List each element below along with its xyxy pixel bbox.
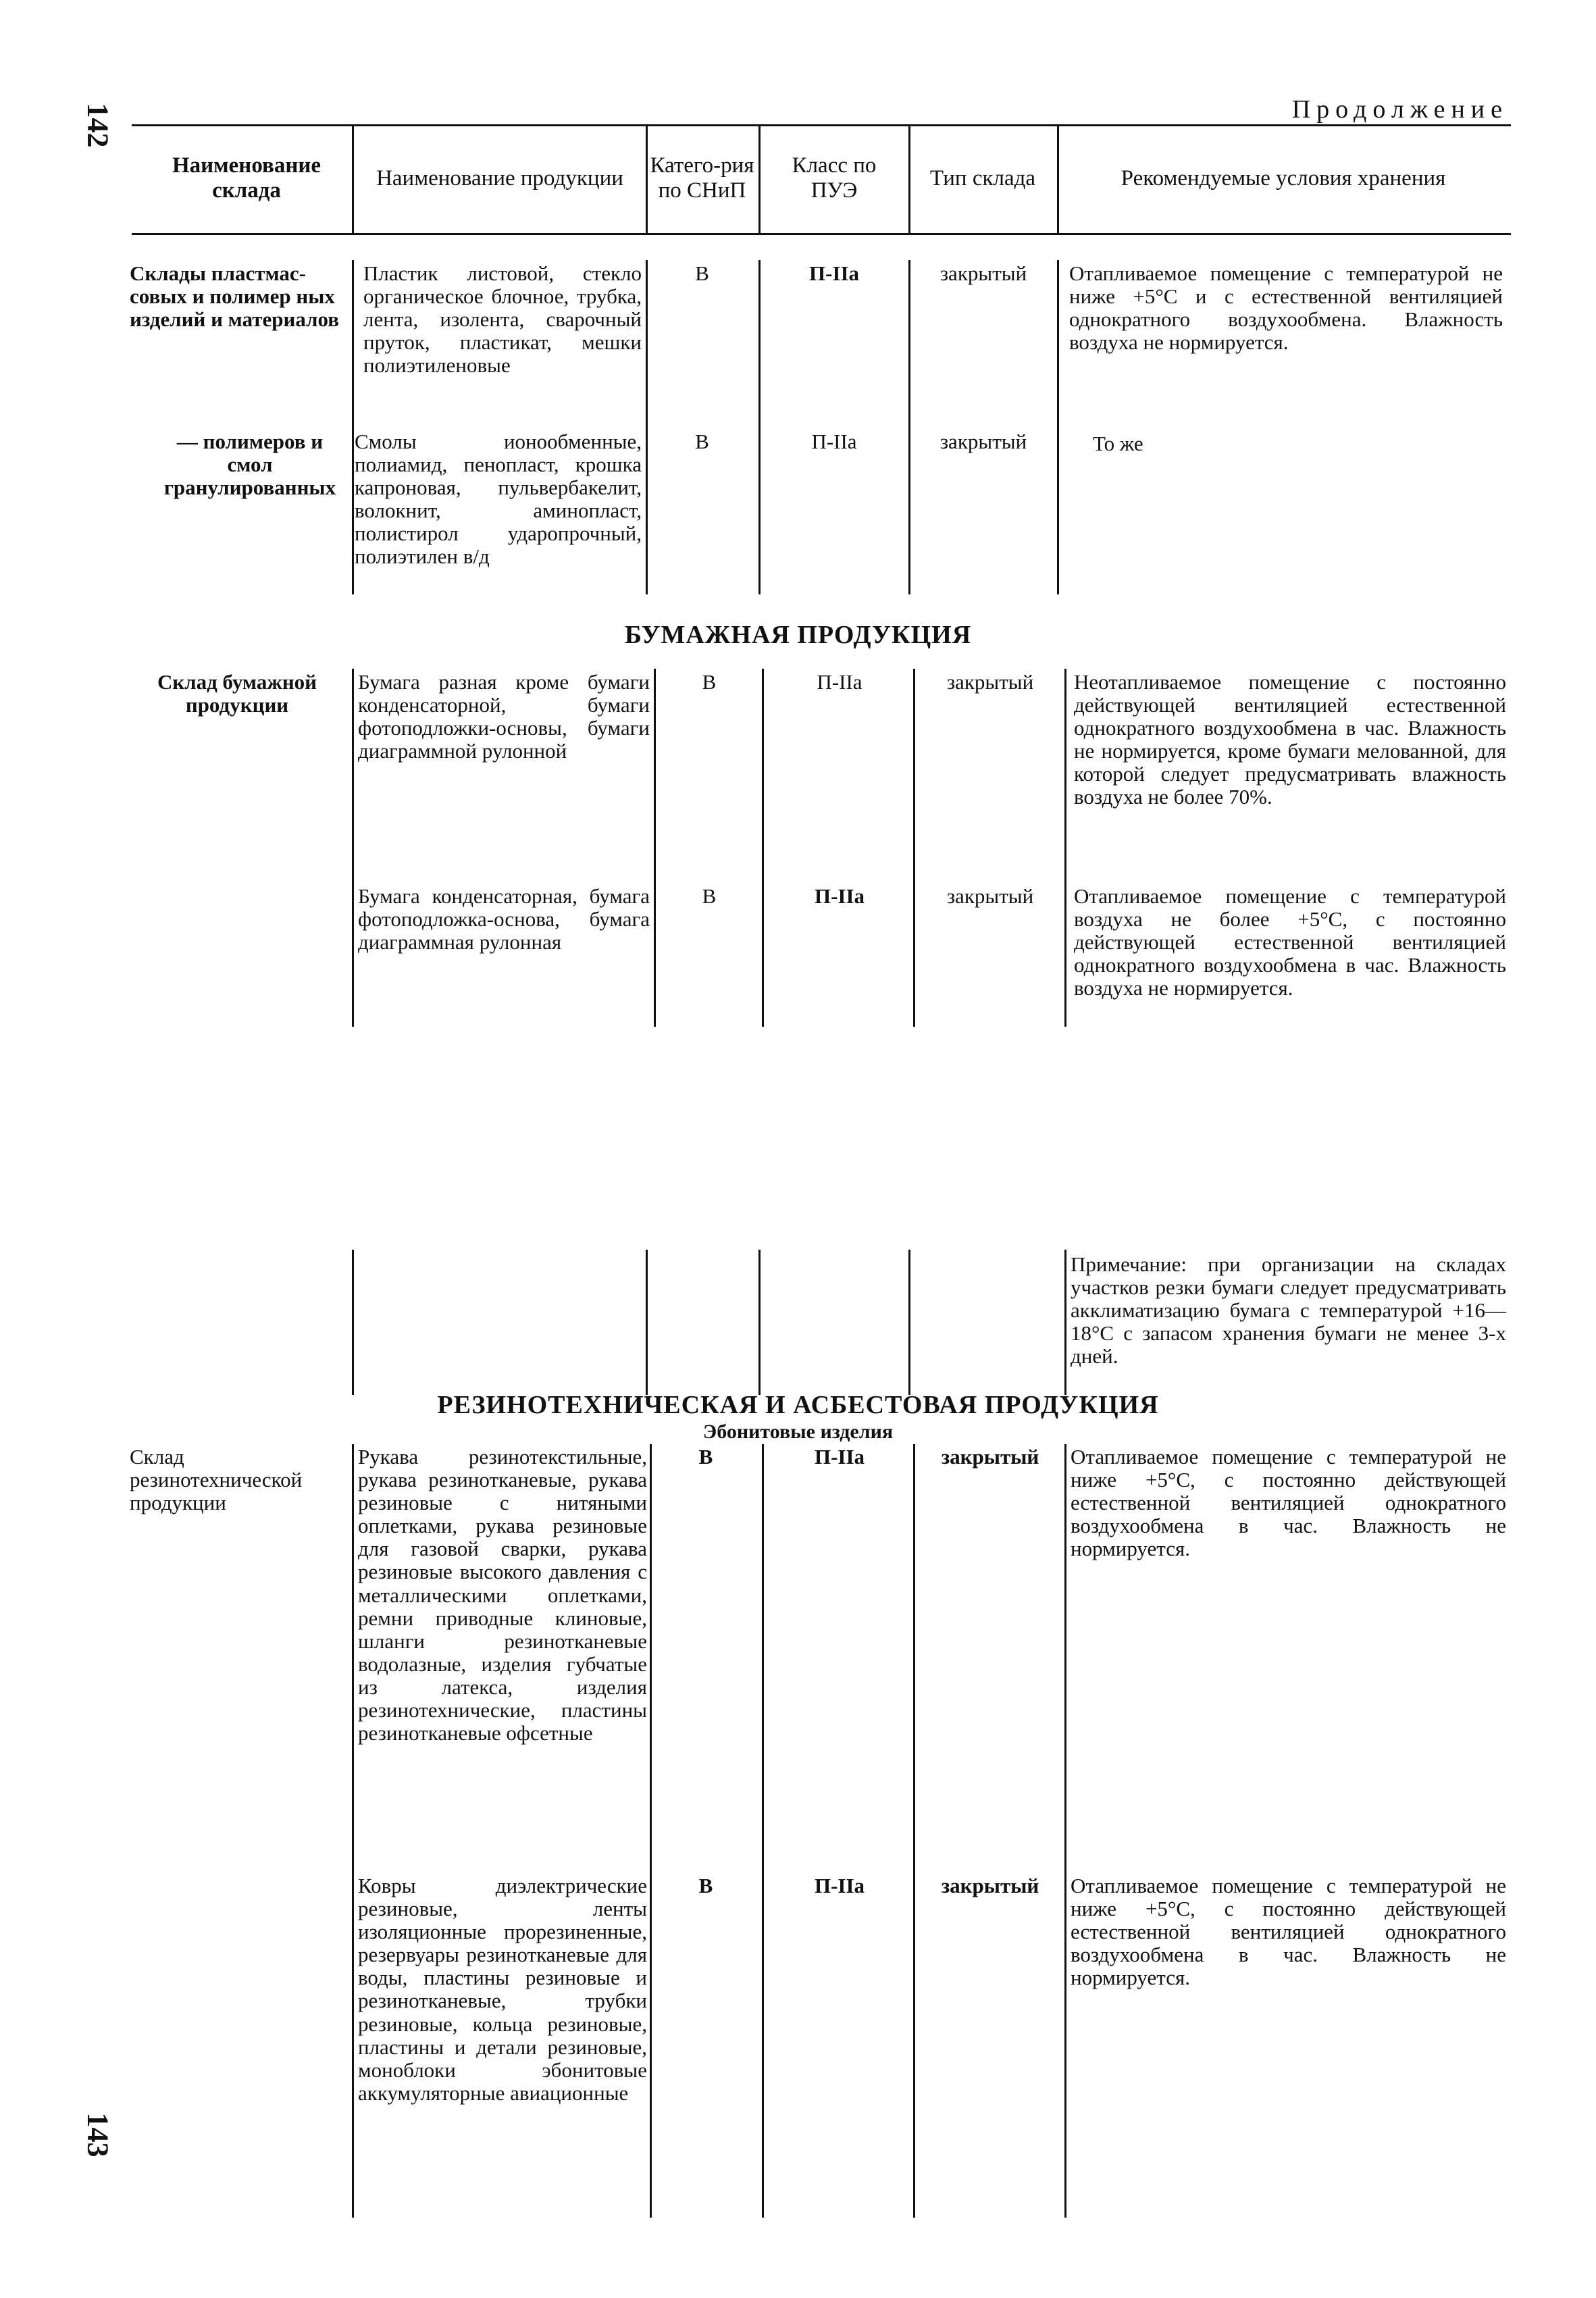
column-divider <box>913 669 915 1027</box>
header-divider <box>758 126 761 234</box>
conditions-cell: Отапливаемое помещение с температурой воздуха не более +5°С, с постоянно действующей естественной вентиляцией однократного воздухообмена в час. Влажность воздуха не нормируется. <box>1074 884 1506 1000</box>
type-cell: закрытый <box>946 884 1034 908</box>
conditions-cell: Неотапливаемое помещение с постоянно действующей вентиляцией естественной однократного воздухообмена в час. Влажность не нормируется, кроме бумаги мелованной, для которой следует предусматривать влажность воздуха не более 70%. <box>1074 670 1506 809</box>
column-divider <box>1064 1250 1066 1395</box>
class-cell: П-IIа <box>814 884 865 908</box>
category-cell: В <box>695 430 709 453</box>
conditions-cell: Отапливаемое помещение с температурой не ниже +5°С, с постоянно действующей естественной вентиляцией однократного воздухообмена в час. Влажность не нормируется. <box>1071 1874 1506 1990</box>
section-title-rubber: РЕЗИНОТЕХНИЧЕСКАЯ И АСБЕСТОВАЯ ПРОДУКЦИЯ <box>437 1391 1159 1419</box>
class-cell: П-IIа <box>814 1874 865 1897</box>
column-divider <box>1057 260 1059 594</box>
subsection-title-ebonite: Эбонитовые изделия <box>702 1421 894 1443</box>
header-warehouse-name: Наименование склада <box>172 153 321 203</box>
product-cell: Бумага конденсаторная, бумага фотоподложка-основа, бумага диаграммная рулонная <box>358 884 650 954</box>
column-divider <box>1064 1444 1066 2218</box>
conditions-cell: Отапливаемое помещение с температурой не ниже +5°С, с постоянно действующей естественной вентиляцией однократного воздухообмена в час. Влажность не нормируется. <box>1071 1445 1506 1561</box>
product-cell: Бумага разная кроме бумаги конденсаторной, бумаги фотоподложки-основы, бумаги диаграммной рулонной <box>358 670 650 763</box>
product-cell: Смолы ионообменные, полиамид, пенопласт, крошка капроновая, пульвербакелит, волокнит, аминопласт, полистирол ударопрочный, полиэтилен в/д <box>355 430 642 569</box>
product-cell: Пластик листовой, стекло органическое блочное, трубка, лента, изолента, сварочный пруток, пластикат, мешки полиэтиленовые <box>363 261 642 378</box>
type-cell: закрытый <box>946 670 1034 694</box>
header-type: Тип склада <box>929 165 1036 190</box>
column-divider <box>654 669 656 1027</box>
column-divider <box>762 1444 764 2218</box>
header-top-rule <box>132 124 1511 126</box>
header-category: Катего-рия по СНиП <box>650 153 754 203</box>
type-cell: закрытый <box>939 430 1027 453</box>
class-cell: П-IIа <box>814 1445 865 1469</box>
class-cell: П-IIа <box>811 430 857 453</box>
header-conditions: Рекомендуемые условия хранения <box>1121 165 1446 190</box>
column-divider <box>913 1444 915 2218</box>
header-class: Класс по ПУЭ <box>792 153 877 203</box>
product-cell: Рукава резинотекстильные, рукава резинотканевые, рукава резиновые с нитяными оплетками, рукава резиновые для газовой сварки, рукава резиновые высокого давления с металлическими оплетками, ремни приводные клиновые, шланги резинотканевые водолазные, изделия губчатые из латекса, изделия резинотехнические, пластины резинотканевые офсетные <box>358 1445 647 1745</box>
header-bottom-rule <box>132 233 1511 235</box>
header-divider <box>646 126 648 234</box>
category-cell: В <box>698 1874 713 1897</box>
category-cell: В <box>702 884 717 908</box>
column-divider <box>908 1250 910 1395</box>
category-cell: В <box>695 261 709 285</box>
column-divider <box>646 260 648 594</box>
warehouse-cell: Склады пластмас-совых и полимер ных изделий и материалов <box>130 261 339 332</box>
header-divider <box>908 126 910 234</box>
category-cell: В <box>698 1445 713 1469</box>
conditions-cell: Отапливаемое помещение с температурой не ниже +5°С и с естественной вентиляцией однократного воздухообмена. Влажность воздуха не нормируется. <box>1069 261 1503 355</box>
warehouse-cell: Склад резинотехнической продукции <box>130 1445 303 1515</box>
column-divider <box>1064 669 1066 1027</box>
warehouse-cell: Склад бумажной продукции <box>157 670 317 717</box>
category-cell: В <box>702 670 717 694</box>
warehouse-cell: — полимеров и смол гранулированных <box>163 430 336 500</box>
column-divider <box>352 260 354 594</box>
class-cell: П-IIа <box>817 670 863 694</box>
column-divider <box>758 1250 761 1395</box>
type-cell: закрытый <box>941 1445 1039 1469</box>
column-divider <box>352 1444 354 2218</box>
product-cell: Ковры диэлектрические резиновые, ленты изоляционные прорезиненные, резервуары резинотканевые для воды, пластины резиновые и резинотканевые, трубки резиновые, кольца резиновые, пластины и детали резиновые, моноблоки эбонитовые аккумуляторные авиационные <box>358 1874 647 2105</box>
page-number-right: 143 <box>81 2112 115 2157</box>
header-divider <box>1057 126 1059 234</box>
note-text: Примечание: при организации на складах участков резки бумаги следует предусматривать акклиматизацию бумага с температурой +16—18°С с запасом хранения бумаги не менее 3-х дней. <box>1071 1252 1506 1369</box>
continuation-label: Продолжение <box>1291 95 1508 124</box>
column-divider <box>758 260 761 594</box>
header-divider <box>352 126 354 234</box>
conditions-cell: То же <box>1093 432 1143 455</box>
column-divider <box>352 669 354 1027</box>
type-cell: закрытый <box>939 261 1027 285</box>
class-cell: П-IIа <box>808 261 860 285</box>
column-divider <box>908 260 910 594</box>
column-divider <box>762 669 764 1027</box>
section-title-paper: БУМАЖНАЯ ПРОДУКЦИЯ <box>624 621 972 649</box>
header-product-name: Наименование продукции <box>376 165 623 190</box>
column-divider <box>646 1250 648 1395</box>
column-divider <box>650 1444 652 2218</box>
page-number-left: 142 <box>81 103 115 148</box>
type-cell: закрытый <box>941 1874 1039 1897</box>
column-divider <box>352 1250 354 1395</box>
